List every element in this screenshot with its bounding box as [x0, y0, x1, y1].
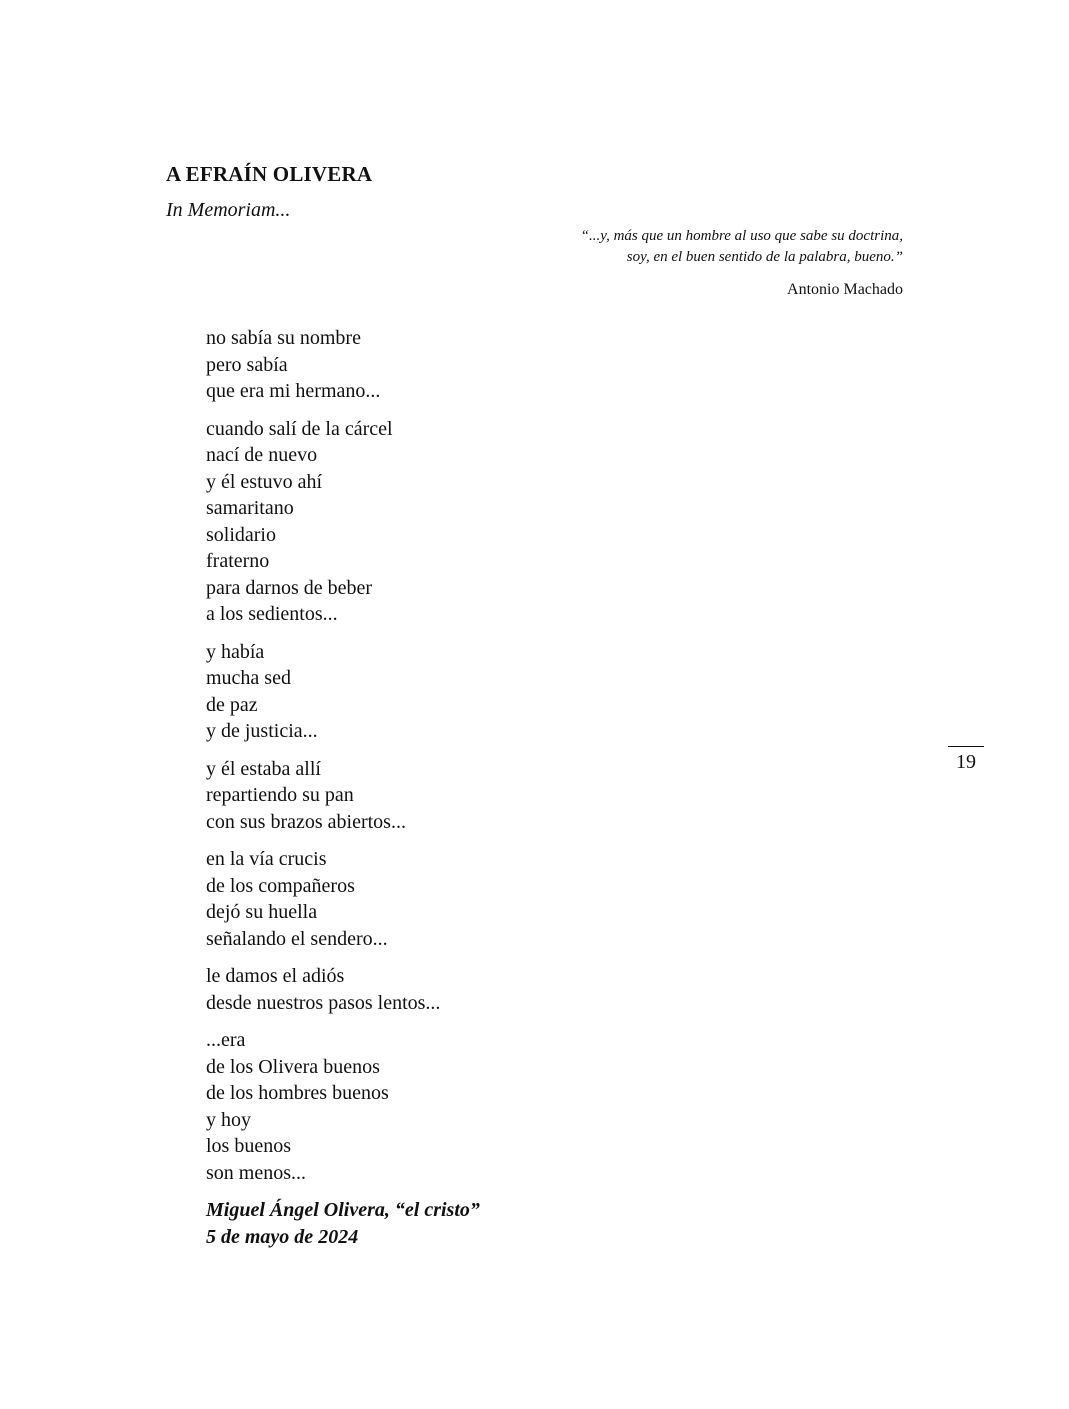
poem-line: repartiendo su pan [206, 784, 354, 806]
poem-line: dejó su huella [206, 901, 318, 923]
poem-line: los buenos [206, 1135, 291, 1157]
epigraph-line: “...y, más que un hombre al uso que sabe su doctrina, [580, 228, 903, 244]
poem-line: samaritano [206, 497, 294, 519]
poem-line: de los hombres buenos [206, 1082, 389, 1104]
stanza [206, 846, 480, 952]
poem-line: desde nuestros pasos lentos... [206, 991, 441, 1014]
poem-line: pero sabía [206, 353, 288, 376]
stanza [206, 325, 480, 405]
poem-line: y había [206, 640, 265, 663]
poem-line: fraterno [206, 550, 270, 572]
poem-line: mucha sed [206, 667, 291, 689]
stanza [206, 963, 480, 1016]
signature-date: 5 de mayo de 2024 [206, 1225, 359, 1248]
poem-line: no sabía su nombre [206, 327, 361, 349]
poem-line: para darnos de beber [206, 576, 373, 599]
poem-line: a los sedientos... [206, 603, 338, 625]
poem-line: de los compañeros [206, 874, 355, 897]
poem-line: ...era [206, 1029, 246, 1051]
poem-line: son menos... [206, 1161, 306, 1184]
poem-line: de paz [206, 693, 258, 716]
stanza [206, 639, 480, 745]
poem-line: solidario [206, 523, 276, 546]
poem-line: que era mi hermano... [206, 380, 381, 402]
poem-subtitle: In Memoriam... [166, 199, 291, 221]
epigraph-author: Antonio Machado [787, 281, 903, 298]
stanza [206, 756, 480, 836]
poem-body [206, 325, 480, 1250]
signature-author: Miguel Ángel Olivera, “el cristo” [206, 1199, 480, 1221]
poem-line: con sus brazos abiertos... [206, 810, 406, 833]
signature [206, 1197, 480, 1250]
page-number-rule [948, 746, 984, 747]
poem-line: le damos el adiós [206, 965, 345, 987]
stanza [206, 1027, 480, 1186]
epigraph [581, 226, 903, 268]
poem-line: y él estuvo ahí [206, 470, 323, 493]
poem-line: nací de nuevo [206, 444, 318, 466]
page-number: 19 [956, 751, 976, 773]
poem-line: cuando salí de la cárcel [206, 417, 393, 440]
poem-line: y de justicia... [206, 720, 318, 742]
poem-title: A EFRAÍN OLIVERA [166, 162, 373, 186]
poem-line: y él estaba allí [206, 757, 321, 780]
poem-line: y hoy [206, 1108, 251, 1131]
poem-line: de los Olivera buenos [206, 1055, 380, 1078]
poem-line: señalando el sendero... [206, 927, 388, 950]
epigraph-line: soy, en el buen sentido de la palabra, bueno.” [626, 249, 903, 265]
stanza [206, 416, 480, 628]
poem-line: en la vía crucis [206, 848, 327, 870]
